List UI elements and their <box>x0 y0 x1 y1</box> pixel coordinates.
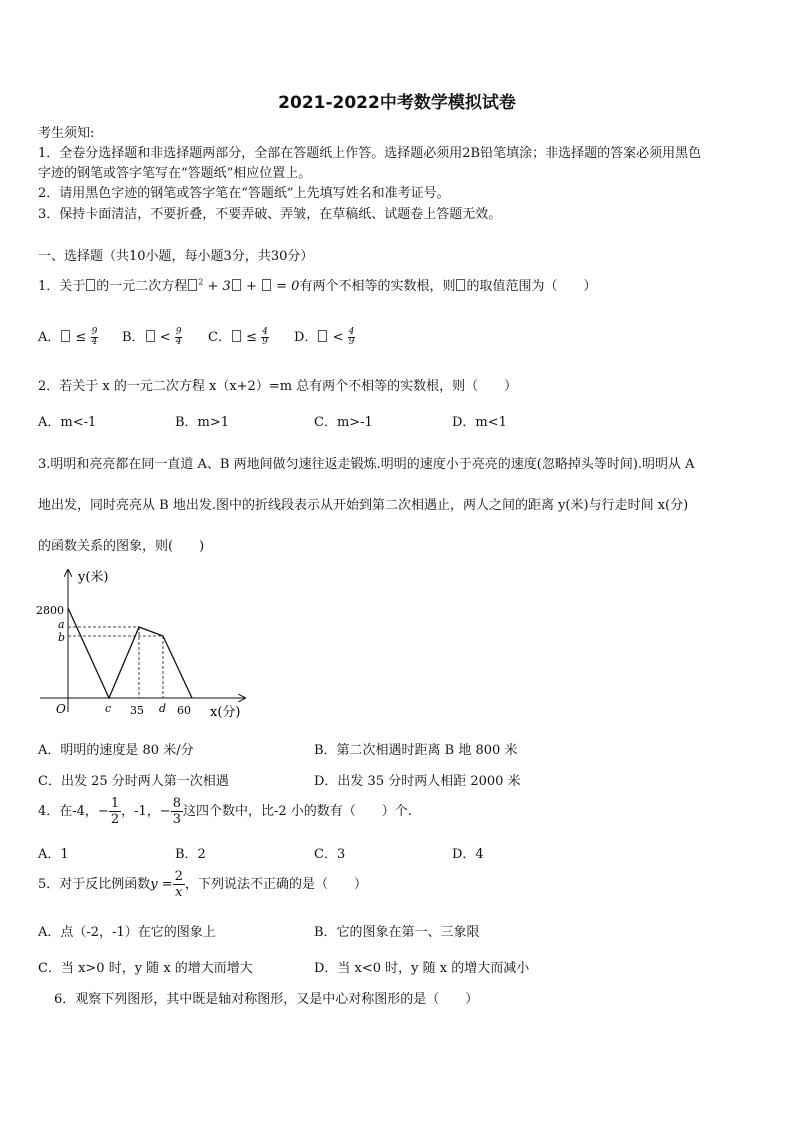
q5-option-b[interactable]: B．它的图象在第一、三象限 <box>314 925 480 940</box>
q3-option-a[interactable]: A．明明的速度是 80 米/分 <box>38 743 194 758</box>
question-3-line-3: 的函数关系的图象，则( ) <box>38 539 205 554</box>
question-5: 5．对于反比例函数y = $\frac{2}{x}$ ，下列说法不正确的是（ ） <box>38 869 367 900</box>
q4-option-a[interactable]: A．1 <box>38 847 69 862</box>
missing-glyph-box <box>262 279 271 291</box>
q2-option-d[interactable]: D．m<1 <box>452 415 507 430</box>
notice-line-1b: 字迹的钢笔或答字笔写在“答题纸”相应位置上。 <box>38 166 312 181</box>
notice-line-1a: 1．全卷分选择题和非选择题两部分，全部在答题纸上作答。选择题必须用2B铅笔填涂；非选择题的答案必须用黑色 <box>38 146 702 161</box>
x-axis-label: x(分) <box>210 705 241 720</box>
q2-option-b[interactable]: B．m>1 <box>175 415 230 430</box>
q3-option-c[interactable]: C．出发 25 分时两人第一次相遇 <box>38 774 229 789</box>
q1-eq: + 3 <box>207 279 231 294</box>
page-title: 2021-2022中考数学模拟试卷 <box>278 93 516 113</box>
distance-polyline <box>68 608 192 698</box>
q1-pre: 1．关于 <box>38 279 86 294</box>
q5-option-a[interactable]: A．点（-2，-1）在它的图象上 <box>38 925 216 940</box>
q1-eq3: = 0 <box>276 279 300 294</box>
q1-eq2: + <box>245 279 257 294</box>
question-3-line-2: 地出发，同时亮亮从 B 地出发.图中的折线段表示从开始到第二次相遇止，两人之间的距离 y(米)与行走时间 x(分) <box>38 498 689 513</box>
q1-post: 有两个不相等的实数根，则 <box>299 279 456 294</box>
tick-35: 35 <box>130 704 144 717</box>
q1-post2: 的取值范围为（ ） <box>466 279 597 294</box>
origin-label: O <box>56 702 66 716</box>
notice-heading: 考生须知: <box>38 126 95 141</box>
tick-2800: 2800 <box>36 604 64 617</box>
notice-line-2: 2．请用黑色字迹的钢笔或答字笔在“答题纸”上先填写姓名和准考证号。 <box>38 186 450 201</box>
question-1: 1．关于 的一元二次方程 $^2$ + 3 + = 0有两个不相等的实数根，则 的取值范围为（ ） <box>38 277 597 294</box>
q1-option-d[interactable]: D． < $\frac{4}{9}$ <box>294 327 355 347</box>
q2-option-c[interactable]: C．m>-1 <box>314 415 373 430</box>
notice-line-3: 3．保持卡面清洁，不要折叠，不要弄破、弄皱，在草稿纸、试题卷上答题无效。 <box>38 207 502 222</box>
q1-option-b[interactable]: B． < $\frac{9}{4}$ <box>122 327 182 347</box>
q1-option-c[interactable]: C． ≤ $\frac{4}{9}$ <box>208 327 268 347</box>
section-heading: 一、选择题（共10小题，每小题3分，共30分） <box>38 249 314 264</box>
tick-c: c <box>105 702 112 715</box>
tick-d: d <box>159 702 167 715</box>
question-2: 2．若关于 x 的一元二次方程 x（x+2）=m 总有两个不相等的实数根，则（ ） <box>38 379 518 394</box>
q1-mid: 的一元二次方程 <box>96 279 188 294</box>
q5-option-c[interactable]: C．当 x>0 时，y 随 x 的增大而增大 <box>38 961 253 976</box>
q4-option-c[interactable]: C．3 <box>314 847 346 862</box>
q4-option-b[interactable]: B．2 <box>175 847 206 862</box>
q5-option-d[interactable]: D．当 x<0 时，y 随 x 的增大而减小 <box>314 961 530 976</box>
q3-option-b[interactable]: B．第二次相遇时距离 B 地 800 米 <box>314 743 518 758</box>
q4-option-d[interactable]: D．4 <box>452 847 484 862</box>
question-3-line-1: 3.明明和亮亮都在同一直道 A、B 两地间做匀速往返走锻炼.明明的速度小于亮亮的速度(忽略掉头等时间).明明从 A <box>38 457 695 472</box>
missing-glyph-box <box>232 279 241 291</box>
y-axis-label: y(米) <box>78 570 109 585</box>
distance-time-graph <box>30 562 260 727</box>
missing-glyph-box <box>188 279 197 291</box>
tick-60: 60 <box>177 704 191 717</box>
question-4: 4．在-4，− $\frac{1}{2}$ ，-1，− $\frac{8}{3}$ 这四个数中，比-2 小的数有（ ）个. <box>38 796 412 827</box>
tick-a: a <box>58 618 65 631</box>
question-6: 6．观察下列图形，其中既是轴对称图形，又是中心对称图形的是（ ） <box>54 992 479 1007</box>
q2-option-a[interactable]: A．m<-1 <box>38 415 97 430</box>
tick-b: b <box>58 631 66 644</box>
missing-glyph-box <box>456 279 465 291</box>
q1-option-a[interactable]: A． ≤ $\frac{9}{4}$ <box>38 327 98 347</box>
missing-glyph-box <box>86 279 95 291</box>
q3-option-d[interactable]: D．出发 35 分时两人相距 2000 米 <box>314 774 521 789</box>
